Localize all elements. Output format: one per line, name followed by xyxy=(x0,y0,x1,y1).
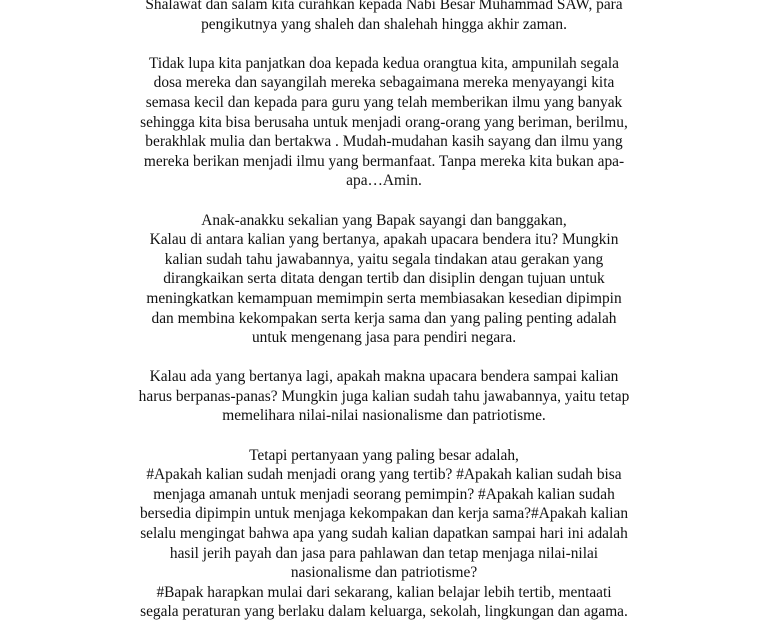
text-line: dirangkaikan serta ditata dengan tertib dan disiplin dengan tujuan untuk xyxy=(163,270,605,288)
paragraph-spacer xyxy=(84,191,684,211)
text-line: hasil jerih payah dan jasa para pahlawan dan tetap menjaga nilai-nilai xyxy=(169,544,599,562)
paragraph-pertanyaan xyxy=(84,446,684,622)
text-line: kalian sudah tahu jawabannya, yaitu segala tindakan atau gerakan yang xyxy=(164,250,604,268)
paragraph-upacara xyxy=(84,211,684,348)
document-body xyxy=(84,0,684,622)
text-line: dosa mereka dan sayangilah mereka sebagaimana mereka menyayangi kita xyxy=(153,74,615,92)
paragraph-spacer xyxy=(84,426,684,446)
text-line: apa…Amin. xyxy=(346,172,422,190)
text-line: Kalau di antara kalian yang bertanya, apakah upacara bendera itu? Mungkin xyxy=(149,231,619,249)
text-line: #Apakah kalian sudah menjadi orang yang tertib? #Apakah kalian sudah bisa xyxy=(146,466,622,484)
text-line: sehingga kita bisa berusaha untuk menjadi orang-orang yang beriman, berilmu, xyxy=(140,113,628,131)
text-line: bersedia dipimpin untuk menjaga kekompakan dan kerja sama?#Apakah kalian xyxy=(139,505,629,523)
text-line: Shalawat dan salam kita curahkan kepada Nabi Besar Muhammad SAW, para xyxy=(145,0,623,13)
text-line: menjaga amanah untuk menjadi seorang pemimpin? #Apakah kalian sudah xyxy=(153,485,615,503)
text-line: Tetapi pertanyaan yang paling besar adalah, xyxy=(249,446,519,464)
paragraph-makna xyxy=(84,367,684,426)
text-line: selalu mengingat bahwa apa yang sudah kalian dapatkan sampai hari ini adalah xyxy=(140,525,628,543)
text-line: semasa kecil dan kepada para guru yang telah memberikan ilmu yang banyak xyxy=(145,93,623,111)
text-line: untuk mengenang jasa para pendiri negara. xyxy=(251,329,517,347)
paragraph-spacer xyxy=(84,34,684,54)
text-line: pengikutnya yang shaleh dan shalehah hingga akhir zaman. xyxy=(201,15,567,33)
text-line: harus berpanas-panas? Mungkin juga kalian sudah tahu jawabannya, yaitu tetap xyxy=(138,387,630,405)
text-line: mereka berikan menjadi ilmu yang bermanfaat. Tanpa mereka kita bukan apa- xyxy=(143,152,625,170)
text-line: segala peraturan yang berlaku dalam keluarga, sekolah, lingkungan dan agama. xyxy=(140,603,628,621)
paragraph-doa xyxy=(84,54,684,191)
paragraph-spacer xyxy=(84,348,684,368)
text-line: Kalau ada yang bertanya lagi, apakah makna upacara bendera sampai kalian xyxy=(149,368,619,386)
text-line: Anak-anakku sekalian yang Bapak sayangi dan banggakan, xyxy=(201,211,567,229)
text-line: meningkatkan kemampuan memimpin serta membiasakan kesedian dipimpin xyxy=(146,289,622,307)
text-line: Tidak lupa kita panjatkan doa kepada kedua orangtua kita, ampunilah segala xyxy=(149,54,619,72)
text-line: berakhlak mulia dan bertakwa . Mudah-mudahan kasih sayang dan ilmu yang xyxy=(145,133,623,151)
text-line: memelihara nilai-nilai nasionalisme dan patriotisme. xyxy=(222,407,546,425)
text-line: dan membina kekompakan serta kerja sama dan yang paling penting adalah xyxy=(151,309,617,327)
text-line: #Bapak harapkan mulai dari sekarang, kalian belajar lebih tertib, mentaati xyxy=(156,583,612,601)
paragraph-shalawat xyxy=(84,0,684,34)
text-line: nasionalisme dan patriotisme? xyxy=(290,564,478,582)
